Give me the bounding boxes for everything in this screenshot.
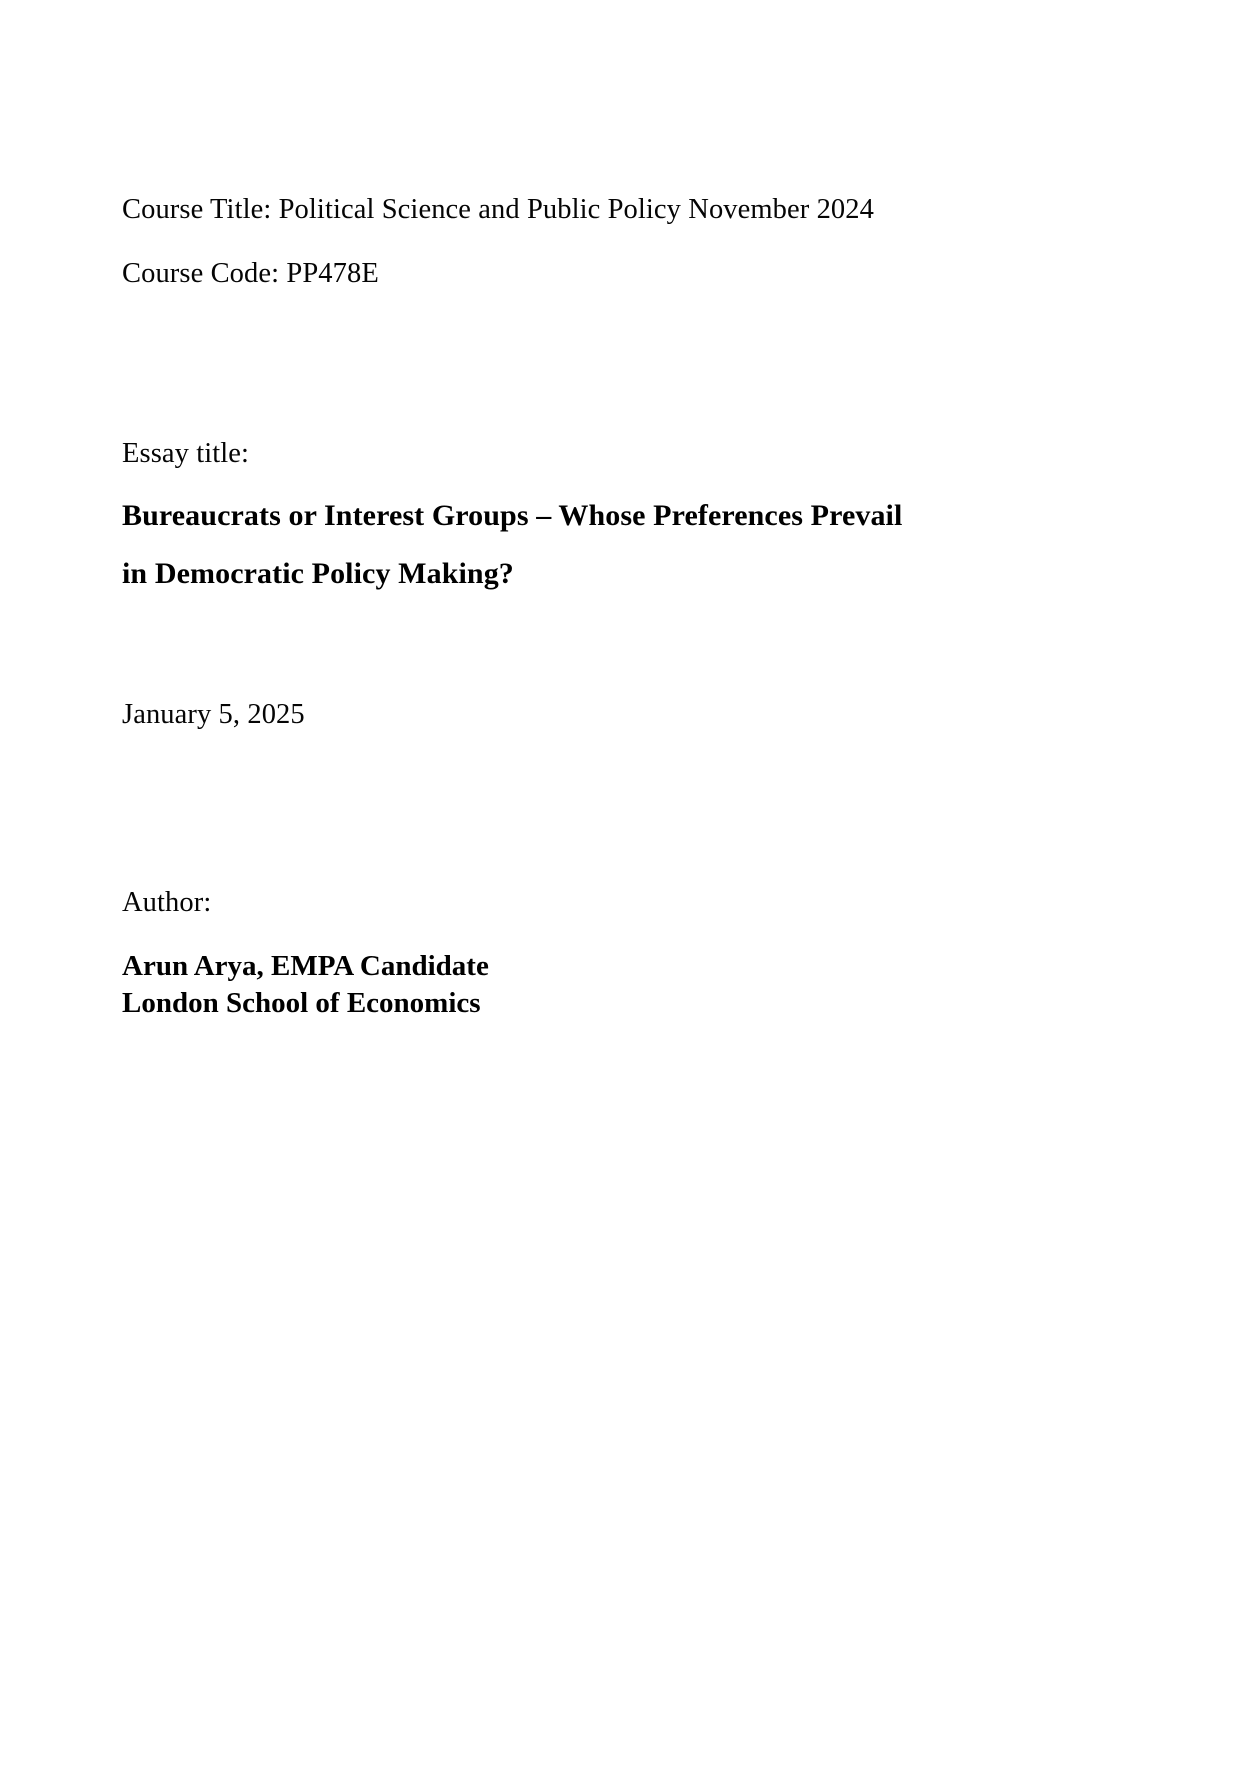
author-affiliation: London School of Economics (122, 986, 481, 1019)
author-label: Author: (122, 887, 212, 918)
spacer-course-title (122, 225, 952, 260)
essay-title-label: Essay title: (122, 438, 250, 469)
spacer-before-author-label (122, 729, 952, 889)
spacer-before-essay-title (122, 469, 952, 501)
essay-title-line-2: in Democratic Policy Making? (122, 556, 514, 590)
course-code-line: Course Code: PP478E (122, 257, 379, 289)
author-name: Arun Arya, EMPA Candidate (122, 949, 489, 982)
course-title-line: Course Title: Political Science and Public Policy November 2024 (122, 194, 874, 225)
spacer-before-date (122, 589, 952, 701)
essay-title-line-1: Bureaucrats or Interest Groups – Whose Preferences Prevail (122, 498, 903, 532)
essay-title (122, 498, 952, 590)
spacer-before-essay-label (122, 288, 952, 440)
spacer-before-author-name (122, 918, 952, 948)
author-block (122, 948, 952, 1022)
cover-content-block (122, 196, 952, 1022)
date-line: January 5, 2025 (122, 698, 305, 730)
